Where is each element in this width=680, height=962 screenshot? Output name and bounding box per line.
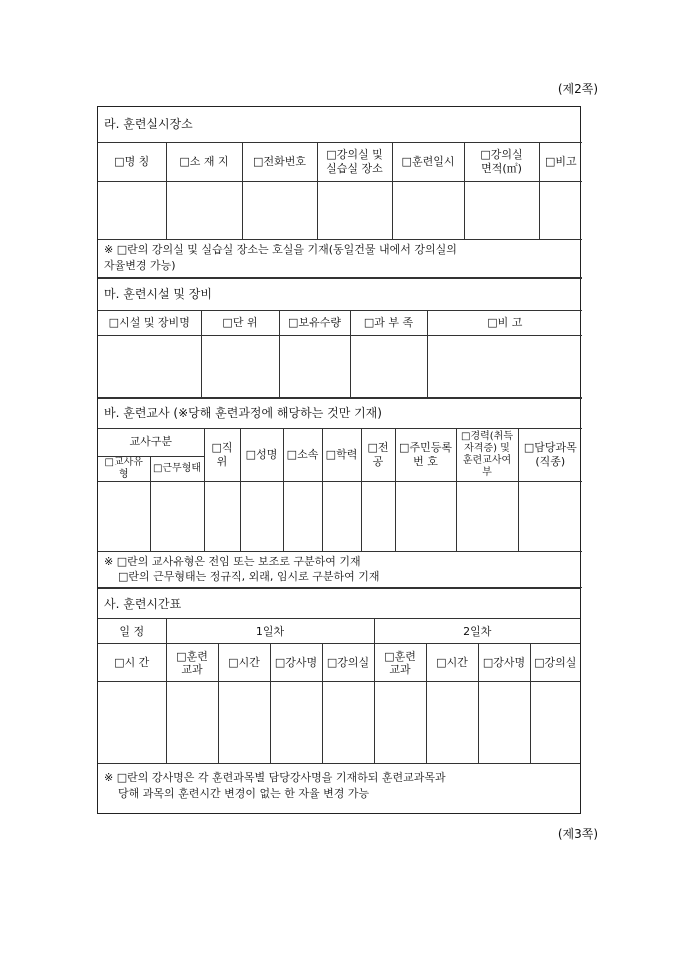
- header-day1-hours: □시간: [218, 644, 270, 682]
- header-career-line1: □경력(취득: [461, 430, 513, 442]
- section-ma-table: [98, 278, 582, 398]
- section-ra-note-line1: ※ □란의 강의실 및 실습실 장소는 호실을 기재(동일건물 내에서 강의실의: [104, 243, 457, 257]
- section-sa-table: [98, 588, 580, 808]
- header-day1-course-line2: 교과: [181, 662, 203, 676]
- header-schedule: 일 정: [98, 619, 166, 644]
- input-cell[interactable]: [518, 481, 582, 551]
- header-career-line3: 훈련교사여부: [462, 454, 512, 478]
- input-cell[interactable]: [201, 335, 279, 397]
- header-day1: 1일차: [166, 619, 374, 644]
- header-resident-id-line2: 번 호: [413, 454, 438, 468]
- header-remarks: □비 고: [427, 310, 582, 335]
- header-phone: □전화번호: [242, 142, 317, 181]
- header-full-name: □성명: [240, 428, 283, 481]
- input-cell[interactable]: [150, 481, 204, 551]
- header-day2-course: [374, 644, 426, 682]
- section-ra-note: [98, 239, 582, 277]
- section-ma-title: 마. 훈련시설 및 장비: [98, 278, 582, 310]
- section-ba-note-line1: ※ □란의 교사유형은 전임 또는 보조로 구분하여 기재: [104, 554, 361, 568]
- header-subject-line1: □담당과목: [523, 441, 577, 455]
- header-area-line1: □강의실: [480, 148, 523, 162]
- page-number-bottom: (제3쪽): [557, 827, 598, 841]
- header-day2-course-line1: □훈련: [384, 649, 416, 663]
- page-number-top: (제2쪽): [557, 82, 598, 96]
- header-day2: 2일차: [374, 619, 580, 644]
- input-cell[interactable]: [204, 481, 240, 551]
- header-unit: □단 위: [201, 310, 279, 335]
- input-cell[interactable]: [322, 682, 374, 764]
- header-career: [456, 428, 518, 481]
- header-employment-type: □근무형태: [150, 456, 204, 481]
- header-teacher-type: □교사유형: [98, 456, 150, 481]
- header-classroom-line1: □강의실 및: [326, 148, 383, 162]
- header-equipment-name: □시설 및 장비명: [98, 310, 201, 335]
- header-subject: [518, 428, 582, 481]
- input-cell[interactable]: [392, 181, 464, 239]
- header-teacher-category: 교사구분: [98, 428, 204, 456]
- header-career-line2: 자격증) 및: [464, 442, 510, 454]
- header-major: □전공: [361, 428, 395, 481]
- header-resident-id: [395, 428, 456, 481]
- section-ba-note-line2: □란의 근무형태는 정규직, 외래, 임시로 구분하여 기재: [118, 570, 380, 584]
- header-day1-course-line1: □훈련: [176, 649, 208, 663]
- header-resident-id-line1: □주민등록: [399, 441, 452, 455]
- section-ra-table: [98, 107, 582, 278]
- input-cell[interactable]: [361, 481, 395, 551]
- input-cell[interactable]: [322, 481, 361, 551]
- input-cell[interactable]: [426, 682, 478, 764]
- input-cell[interactable]: [242, 181, 317, 239]
- header-name: □명 칭: [98, 142, 166, 181]
- header-location: □소 재 지: [166, 142, 242, 181]
- input-cell[interactable]: [98, 335, 201, 397]
- header-time: □시 간: [98, 644, 166, 682]
- input-cell[interactable]: [395, 481, 456, 551]
- header-quantity: □보유수량: [279, 310, 350, 335]
- header-day1-course: [166, 644, 218, 682]
- input-cell[interactable]: [240, 481, 283, 551]
- section-sa-note-line2: 당해 과목의 훈련시간 변경이 없는 한 자율 변경 가능: [118, 787, 370, 801]
- input-cell[interactable]: [427, 335, 582, 397]
- section-sa-note-line1: ※ □란의 강사명은 각 훈련과목별 담당강사명을 기재하되 훈련교과목과: [104, 771, 446, 785]
- section-sa-note: [98, 764, 580, 808]
- header-day1-classroom: □강의실: [322, 644, 374, 682]
- header-day1-instructor: □강사명: [270, 644, 322, 682]
- input-cell[interactable]: [539, 181, 582, 239]
- input-cell[interactable]: [98, 682, 166, 764]
- input-cell[interactable]: [279, 335, 350, 397]
- header-education: □학력: [322, 428, 361, 481]
- header-position: □직위: [204, 428, 240, 481]
- header-subject-line2: (직종): [535, 454, 566, 468]
- section-ra-title: 라. 훈련실시장소: [98, 107, 582, 142]
- section-ba-table: [98, 398, 582, 589]
- section-ba-note: [98, 551, 582, 588]
- input-cell[interactable]: [98, 481, 150, 551]
- input-cell[interactable]: [350, 335, 427, 397]
- input-cell[interactable]: [464, 181, 539, 239]
- input-cell[interactable]: [218, 682, 270, 764]
- form-frame: [97, 106, 581, 814]
- header-day2-course-line2: 교과: [389, 662, 411, 676]
- header-area: [464, 142, 539, 181]
- header-surplus-shortage: □과 부 족: [350, 310, 427, 335]
- input-cell[interactable]: [530, 682, 580, 764]
- header-training-date: □훈련일시: [392, 142, 464, 181]
- header-affiliation: □소속: [283, 428, 322, 481]
- input-cell[interactable]: [283, 481, 322, 551]
- input-cell[interactable]: [456, 481, 518, 551]
- input-cell[interactable]: [317, 181, 392, 239]
- section-ba-title: 바. 훈련교사 (※당해 훈련과정에 해당하는 것만 기재): [98, 398, 582, 428]
- input-cell[interactable]: [374, 682, 426, 764]
- section-sa-title: 사. 훈련시간표: [98, 589, 580, 619]
- header-area-line2: 면적(㎡): [481, 161, 522, 175]
- header-day2-hours: □시간: [426, 644, 478, 682]
- header-classroom: [317, 142, 392, 181]
- input-cell[interactable]: [166, 181, 242, 239]
- input-cell[interactable]: [98, 181, 166, 239]
- header-classroom-line2: 실습실 장소: [326, 161, 383, 175]
- header-day2-classroom: □강의실: [530, 644, 580, 682]
- input-cell[interactable]: [478, 682, 530, 764]
- input-cell[interactable]: [270, 682, 322, 764]
- header-remarks: □비고: [539, 142, 582, 181]
- input-cell[interactable]: [166, 682, 218, 764]
- section-ra-note-line2: 자율변경 가능): [104, 259, 176, 272]
- header-day2-instructor: □강사명: [478, 644, 530, 682]
